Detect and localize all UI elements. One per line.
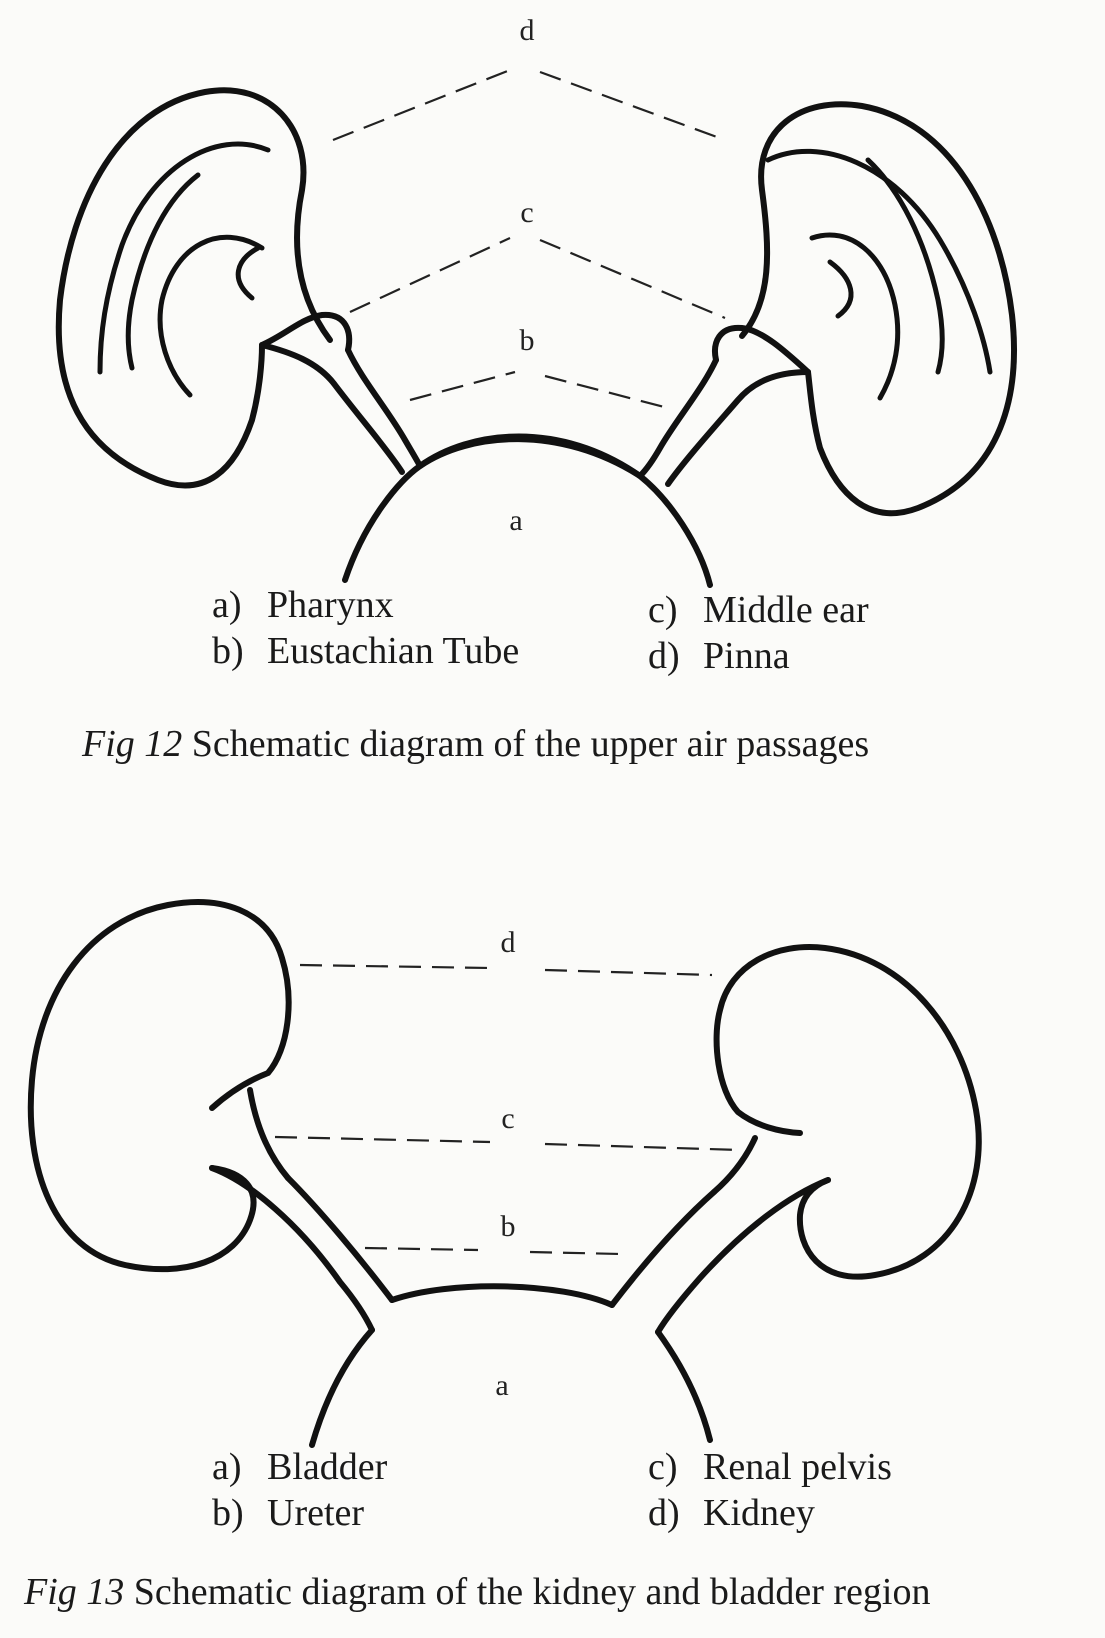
legend-label: Middle ear xyxy=(703,589,869,631)
fig13-legend-item-b xyxy=(212,1490,387,1536)
fig12-caption-number: Fig 12 xyxy=(82,723,183,765)
legend-label: Pinna xyxy=(703,635,790,677)
legend-key: a) xyxy=(212,1446,242,1488)
fig13-legend-item-a xyxy=(212,1444,387,1490)
fig13-legend-item-d xyxy=(648,1490,892,1536)
fig13-leader-d xyxy=(300,965,712,975)
fig13-caption-number: Fig 13 xyxy=(24,1571,125,1613)
legend-label: Bladder xyxy=(267,1446,388,1488)
fig13-legend-left xyxy=(212,1444,387,1536)
fig12-marker-d: d xyxy=(519,14,535,47)
legend-key: b) xyxy=(212,630,244,672)
fig12-caption-text: Schematic diagram of the upper air passages xyxy=(191,723,870,765)
fig13-right-ureter-inner xyxy=(612,1192,714,1305)
fig13-leader-b xyxy=(365,1248,622,1254)
fig12-marker-c: c xyxy=(520,196,534,229)
legend-label: Kidney xyxy=(703,1492,815,1534)
fig13-left-pelvis-top xyxy=(250,1090,288,1178)
legend-key: d) xyxy=(648,1492,680,1534)
fig13-caption-text: Schematic diagram of the kidney and bladder region xyxy=(133,1571,931,1613)
fig13-marker-a: a xyxy=(495,1369,509,1402)
fig13-caption xyxy=(24,1570,930,1614)
legend-label: Ureter xyxy=(267,1492,365,1534)
fig13-leader-c xyxy=(275,1137,740,1150)
fig13-marker-c: c xyxy=(501,1102,515,1135)
fig13-marker-b: b xyxy=(500,1210,516,1243)
legend-label: Renal pelvis xyxy=(703,1446,892,1488)
fig13-legend-right xyxy=(648,1444,892,1536)
legend-key: c) xyxy=(648,1446,678,1488)
fig13-bladder-right xyxy=(658,1332,710,1440)
fig13-marker-d: d xyxy=(500,926,516,959)
legend-label: Pharynx xyxy=(267,584,394,626)
fig12-marker-a: a xyxy=(509,504,523,537)
fig13-left-kidney xyxy=(31,902,289,1269)
fig13-legend-item-c xyxy=(648,1444,892,1490)
fig13-bladder xyxy=(312,1330,372,1445)
legend-key: b) xyxy=(212,1492,244,1534)
fig13-right-pelvis-top xyxy=(714,1138,755,1192)
legend-key: d) xyxy=(648,635,680,677)
fig13-bladder-dome xyxy=(392,1286,612,1305)
legend-key: a) xyxy=(212,584,242,626)
legend-label: Eustachian Tube xyxy=(267,630,520,672)
fig12-marker-b: b xyxy=(519,324,535,357)
legend-key: c) xyxy=(648,589,678,631)
